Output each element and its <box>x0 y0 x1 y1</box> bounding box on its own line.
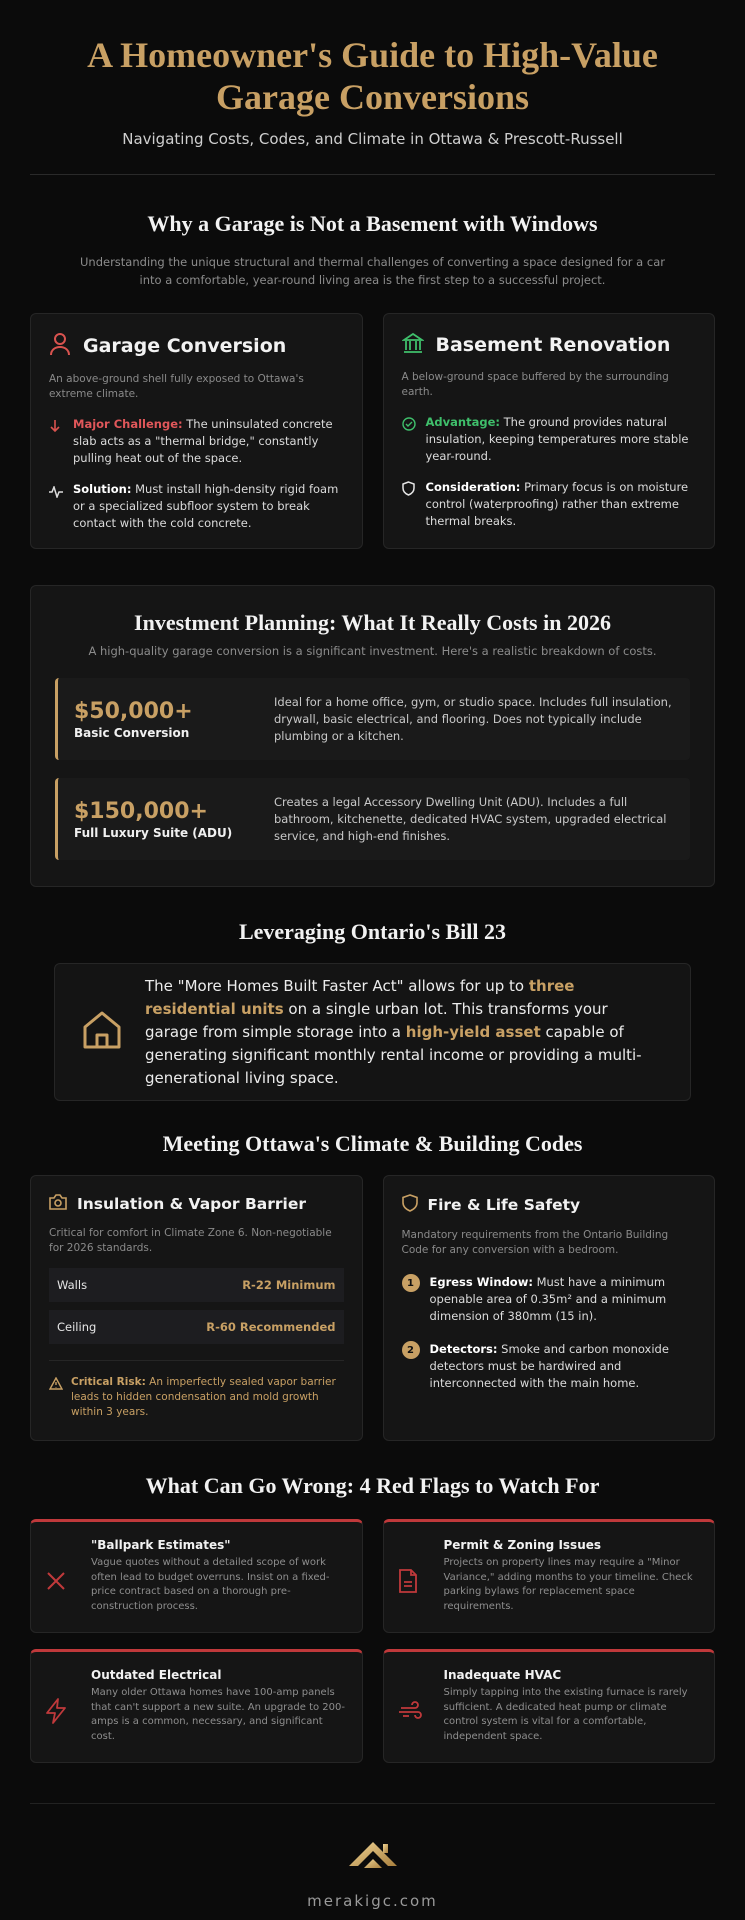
tier-description: Ideal for a home office, gym, or studio space. Includes full insulation, drywall, basic electrical, and flooring. Does not typically include plumbing or a kitchen. <box>274 694 672 743</box>
bank-icon <box>402 332 424 358</box>
r-value-table <box>49 1268 344 1344</box>
investment-section <box>30 585 715 887</box>
person-icon <box>49 332 71 360</box>
garage-solution: Solution: Must install high-density rigid foam or a specialized subfloor system to break contact with the cold concrete. <box>49 481 344 532</box>
shield-icon <box>402 1194 418 1216</box>
footer-domain: merakigc.com <box>307 1892 438 1910</box>
x-icon <box>45 1536 73 1626</box>
investment-title: Investment Planning: What It Really Costs in 2026 <box>134 610 611 635</box>
tier-description: Creates a legal Accessory Dwelling Unit (ADU). Includes a full bathroom, kitchenette, dedicated HVAC system, upgraded electrical service, and high-end finishes. <box>274 794 667 843</box>
safety-title: Fire & Life Safety <box>427 1196 581 1214</box>
tier-price: $50,000+ <box>74 698 193 724</box>
step-number: 1 <box>402 1274 420 1292</box>
garage-card-title: Garage Conversion <box>83 335 287 357</box>
garage-card-intro: An above-ground shell fully exposed to Ottawa's extreme climate. <box>49 373 304 400</box>
lightning-icon <box>45 1666 73 1756</box>
investment-description: A high-quality garage conversion is a significant investment. Here's a realistic breakdown of costs. <box>88 644 657 658</box>
arrow-down-icon <box>49 418 63 467</box>
tier-luxury <box>55 778 690 860</box>
safety-intro: Mandatory requirements from the Ontario Building Code for any conversion with a bedroom. <box>401 1229 669 1256</box>
flag-card: Inadequate HVAC Simply tapping into the existing furnace is rarely sufficient. A dedicated heat pump or climate control system is vital for a comfortable, independent space. <box>383 1649 716 1763</box>
table-row: Walls R-22 Minimum <box>49 1268 344 1302</box>
basement-consideration: Consideration: Primary focus is on moisture control (waterproofing) rather than extreme thermal breaks. <box>402 479 697 530</box>
flag-card: Permit & Zoning Issues Projects on property lines may require a "Minor Variance," adding months to your timeline. Check parking bylaws for replacement space requirements. <box>383 1519 716 1633</box>
critical-risk: Critical Risk: An imperfectly sealed vapor barrier leads to hidden condensation and mold growth within 3 years. <box>49 1360 344 1420</box>
bill-text: The "More Homes Built Faster Act" allows for up to three residential units on a single urban lot. This transforms your garage from simple storage into a high-yield asset capable of generating significant monthly rental income or providing a multi-generational living space. <box>145 976 642 1087</box>
tier-name: Full Luxury Suite (ADU) <box>74 825 233 840</box>
home-icon <box>81 1009 123 1055</box>
insulation-title: Insulation & Vapor Barrier <box>77 1195 306 1213</box>
footer-divider <box>30 1803 715 1804</box>
divider <box>30 174 715 175</box>
basement-advantage: Advantage: The ground provides natural insulation, keeping temperatures more stable year-round. <box>402 414 697 465</box>
fan-icon <box>398 1666 426 1756</box>
safety-item: 2 Detectors: Smoke and carbon monoxide detectors must be hardwired and interconnected with the main home. <box>402 1341 697 1392</box>
safety-card <box>383 1175 716 1441</box>
bill-card <box>54 963 691 1101</box>
document-icon <box>398 1536 426 1626</box>
red-flags <box>30 1519 715 1763</box>
flag-card: "Ballpark Estimates" Vague quotes without a detailed scope of work often lead to budget overruns. Insist on a fixed-price contract based on a thorough pre-construction process. <box>30 1519 363 1633</box>
basement-card-intro: A below-ground space buffered by the surrounding earth. <box>401 371 669 398</box>
brand-logo-icon <box>30 1838 715 1874</box>
garage-challenge: Major Challenge: The uninsulated concrete slab acts as a "thermal bridge," constantly pulling heat out of the space. <box>49 416 344 467</box>
pulse-icon <box>49 483 63 532</box>
basement-card <box>383 313 716 549</box>
insulation-intro: Critical for comfort in Climate Zone 6. Non-negotiable for 2026 standards. <box>49 1227 332 1254</box>
camera-icon <box>49 1194 67 1214</box>
table-row: Ceiling R-60 Recommended <box>49 1310 344 1344</box>
codes-cards <box>30 1175 715 1441</box>
warning-icon <box>49 1375 63 1420</box>
flags-title: What Can Go Wrong: 4 Red Flags to Watch For <box>145 1473 600 1498</box>
insulation-card <box>30 1175 363 1441</box>
page-subtitle: Navigating Costs, Codes, and Climate in Ottawa & Prescott-Russell <box>122 130 623 148</box>
why-title: Why a Garage is Not a Basement with Windows <box>147 211 598 236</box>
codes-title: Meeting Ottawa's Climate & Building Codes <box>162 1131 583 1156</box>
shield-icon <box>402 481 416 530</box>
garage-card <box>30 313 363 549</box>
why-description: Understanding the unique structural and thermal challenges of converting a space designed for a car into a comfortable, year-round living area is the first step to a successful project. <box>80 255 665 287</box>
tier-price: $150,000+ <box>74 798 208 824</box>
basement-card-title: Basement Renovation <box>435 334 671 356</box>
safety-item: 1 Egress Window: Must have a minimum openable area of 0.35m² and a minimum dimension of 380mm (15 in). <box>402 1274 697 1325</box>
comparison-cards <box>30 313 715 549</box>
tier-basic <box>55 678 690 760</box>
flag-card: Outdated Electrical Many older Ottawa homes have 100-amp panels that can't support a new suite. An upgrade to 200-amps is a common, necessary, and significant cost. <box>30 1649 363 1763</box>
page-title: A Homeowner's Guide to High-Value Garage Conversions <box>87 35 658 117</box>
bill-title: Leveraging Ontario's Bill 23 <box>238 919 507 944</box>
step-number: 2 <box>402 1341 420 1359</box>
check-circle-icon <box>402 416 416 465</box>
tier-name: Basic Conversion <box>74 725 190 740</box>
